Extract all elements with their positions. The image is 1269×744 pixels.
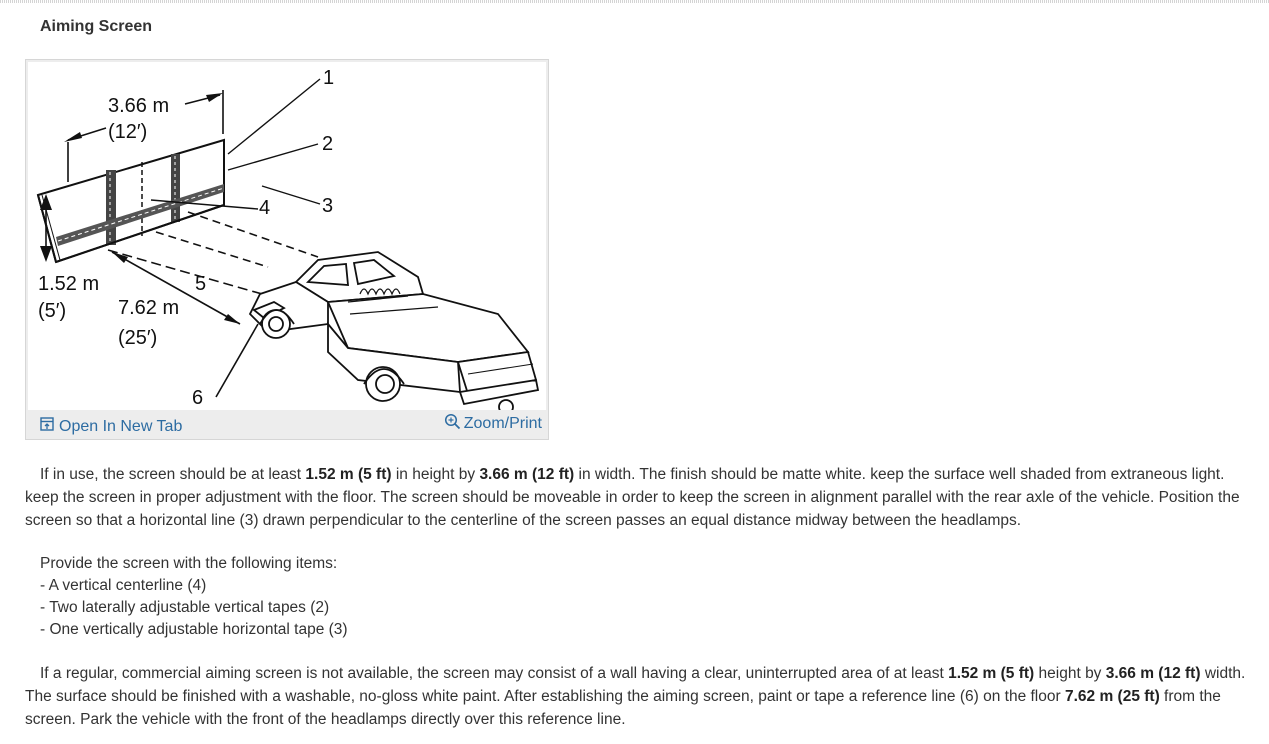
label-distance-ft: (25′) bbox=[118, 327, 158, 349]
zoom-print-link[interactable] bbox=[444, 413, 542, 435]
magnifier-plus-icon bbox=[444, 413, 461, 435]
label-height-ft: (5′) bbox=[38, 300, 67, 322]
pickup-truck bbox=[250, 252, 538, 410]
callout-4: 4 bbox=[259, 197, 271, 219]
list-item: - One vertically adjustable horizontal tape (3) bbox=[40, 621, 348, 638]
label-width-ft: (12′) bbox=[108, 121, 148, 143]
figure-container bbox=[25, 59, 549, 440]
list-intro: Provide the screen with the following items: bbox=[40, 555, 338, 572]
label-distance-m: 7.62 m bbox=[118, 297, 180, 319]
top-dotted-border bbox=[0, 0, 1269, 3]
zoom-print-label: Zoom/Print bbox=[463, 415, 542, 432]
list-item: - A vertical centerline (4) bbox=[40, 577, 207, 594]
open-new-tab-icon bbox=[40, 417, 54, 436]
paragraph-screen-requirements: If in use, the screen should be at least 1.52 m (5 ft) in height by 3.66 m (12 ft) in width. The finish should be matte white. keep the surface well shaded from extraneous light. keep the screen in proper adjustment with the floor. The screen should be moveable in order to keep the screen in alignment parallel with the rear axle of the vehicle. Position the screen so that a horizontal line (3) drawn perpendicular to the centerline of the screen passes an equal distance midway between the headlamps. bbox=[25, 466, 1240, 529]
open-in-new-tab-label: Open In New Tab bbox=[59, 417, 183, 435]
callout-1: 1 bbox=[323, 67, 335, 89]
list-item: - Two laterally adjustable vertical tapes (2) bbox=[40, 599, 330, 616]
aiming-screen-diagram[interactable] bbox=[28, 62, 546, 410]
open-in-new-tab-link[interactable] bbox=[40, 417, 182, 436]
label-height-m: 1.52 m bbox=[38, 273, 100, 295]
callout-3: 3 bbox=[322, 195, 334, 217]
callout-6: 6 bbox=[192, 387, 204, 409]
callout-5: 5 bbox=[195, 273, 207, 295]
section-title: Aiming Screen bbox=[40, 18, 153, 35]
callout-2: 2 bbox=[322, 133, 334, 155]
paragraph-alternative-screen: If a regular, commercial aiming screen is not available, the screen may consist of a wall having a clear, uninterrupted area of at least 1.52 m (5 ft) height by 3.66 m (12 ft) width. The surface should be finished with a washable, no-gloss white paint. After establishing the aiming screen, paint or tape a reference line (6) on the floor 7.62 m (25 ft) from the screen. Park the vehicle with the front of the headlamps directly over this reference line. bbox=[25, 665, 1246, 728]
figure-toolbar bbox=[26, 412, 548, 439]
label-width-m: 3.66 m bbox=[108, 95, 170, 117]
